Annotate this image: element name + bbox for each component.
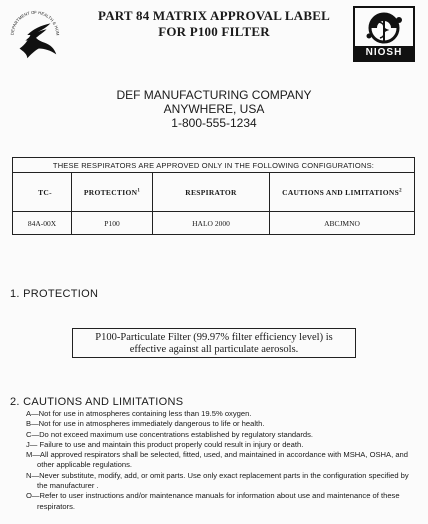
table-row xyxy=(13,212,415,235)
col-header-tc: TC- xyxy=(13,173,72,212)
col-header-cautions: CAUTIONS AND LIMITATIONS$^2$ xyxy=(270,173,415,212)
hhs-seal-text: DEPARTMENT OF HEALTH & HUM xyxy=(9,9,61,36)
niosh-logo-text: NIOSH xyxy=(365,47,403,58)
table-banner: THESE RESPIRATORS ARE APPROVED ONLY IN THE FOLLOWING CONFIGURATIONS: xyxy=(13,158,415,173)
cautions-heading: 2. CAUTIONS AND LIMITATIONS xyxy=(10,396,184,408)
company-name: DEF MANUFACTURING COMPANY xyxy=(116,88,312,102)
company-block xyxy=(0,88,428,130)
caution-item-o: O—Refer to user instructions and/or maintenance manuals for information about use and maintenance of these respirators. xyxy=(26,491,400,511)
caution-item-b: B—Not for use in atmospheres immediately dangerous to life or health. xyxy=(26,419,265,429)
protection-heading: 1. PROTECTION xyxy=(10,288,99,300)
caution-item-m: M—All approved respirators shall be selected, fitted, used, and maintained in accordance with MSHA, OSHA, and other applicable regulations. xyxy=(26,450,408,470)
cell-protection: P100 xyxy=(72,212,153,235)
col-header-protection: PROTECTION$^1$ xyxy=(72,173,153,212)
caution-item-c: C—Do not exceed maximum use concentrations established by regulatory standards. xyxy=(26,429,314,439)
caution-item-n: N—Never substitute, modify, add, or omit parts. Use only exact replacement parts in the configuration specified by the manufacturer . xyxy=(26,470,409,491)
title-line-2: FOR P100 FILTER xyxy=(158,24,270,39)
niosh-logo xyxy=(353,6,415,62)
table-header-row xyxy=(13,173,415,212)
caution-item-j: J— Failure to use and maintain this product properly could result in injury or death. xyxy=(26,439,304,449)
company-location: ANYWHERE, USA xyxy=(163,102,265,116)
company-phone: 1-800-555-1234 xyxy=(171,116,257,130)
col-header-respirator: RESPIRATOR xyxy=(153,173,270,212)
cautions-list xyxy=(26,409,421,512)
cell-tc: 84A-00X xyxy=(13,212,72,235)
title-line-1: PART 84 MATRIX APPROVAL LABEL xyxy=(98,8,330,23)
protection-box-line-1: P100-Particulate Filter (99.97% filter efficiency level) is xyxy=(95,332,333,343)
caution-item-a: A—Not for use in atmospheres containing less than 19.5% oxygen. xyxy=(26,409,252,418)
configuration-table xyxy=(12,157,415,235)
cell-cautions: ABCJMNO xyxy=(270,212,415,235)
protection-box xyxy=(72,328,356,358)
protection-box-line-2: effective against all particulate aerosols. xyxy=(129,344,299,355)
cell-respirator: HALO 2000 xyxy=(153,212,270,235)
